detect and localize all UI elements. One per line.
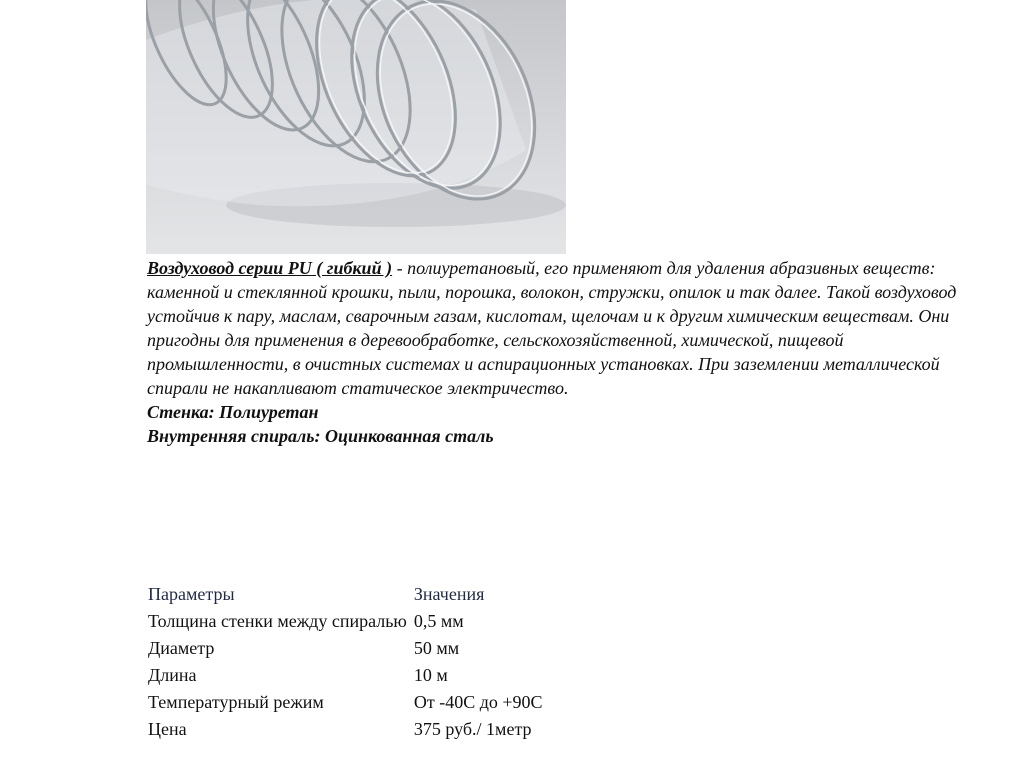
header-params: Параметры <box>148 584 235 604</box>
param-value: 10 м <box>413 665 448 685</box>
param-name: Длина <box>148 665 197 685</box>
param-name: Диаметр <box>148 638 215 658</box>
duct-image <box>146 0 566 254</box>
product-photo <box>146 0 566 254</box>
table-row <box>146 716 547 743</box>
parameters-table <box>146 581 547 743</box>
param-name: Толщина стенки между спиралью <box>148 611 407 631</box>
spiral-material: Внутренняя спираль: Оцинкованная сталь <box>147 426 494 446</box>
table-row <box>146 635 547 662</box>
param-value: От -40С до +90С <box>413 692 543 712</box>
param-value: 0,5 мм <box>413 611 464 631</box>
product-title-link[interactable]: Воздуховод серии PU ( гибкий ) <box>147 258 393 278</box>
table-row <box>146 608 547 635</box>
wall-material: Стенка: Полиуретан <box>147 402 319 422</box>
table-row <box>146 662 547 689</box>
param-value: 50 мм <box>413 638 460 658</box>
product-description <box>147 256 967 448</box>
param-name: Цена <box>148 719 187 739</box>
param-value: 375 руб./ 1метр <box>413 719 532 739</box>
description-text: - полиуретановый, его применяют для удаления абразивных веществ: каменной и стеклянной крошки, пыли, порошка, волокон, стружки, опилок и так далее. Такой воздуховод устойчив к пару, маслам, сварочным газам, кислотам, щелочам и к другим химическим веществам. Они пригодны для применения в деревообработке, сельскохозяйственной, химической, пищевой промышленности, в очистных системах и аспирационных установках. При заземлении металлической спирали не накапливают статическое электричество. <box>147 258 957 398</box>
param-name: Температурный режим <box>148 692 324 712</box>
table-header-row <box>146 581 547 608</box>
table-row <box>146 689 547 716</box>
header-values: Значения <box>413 584 485 604</box>
